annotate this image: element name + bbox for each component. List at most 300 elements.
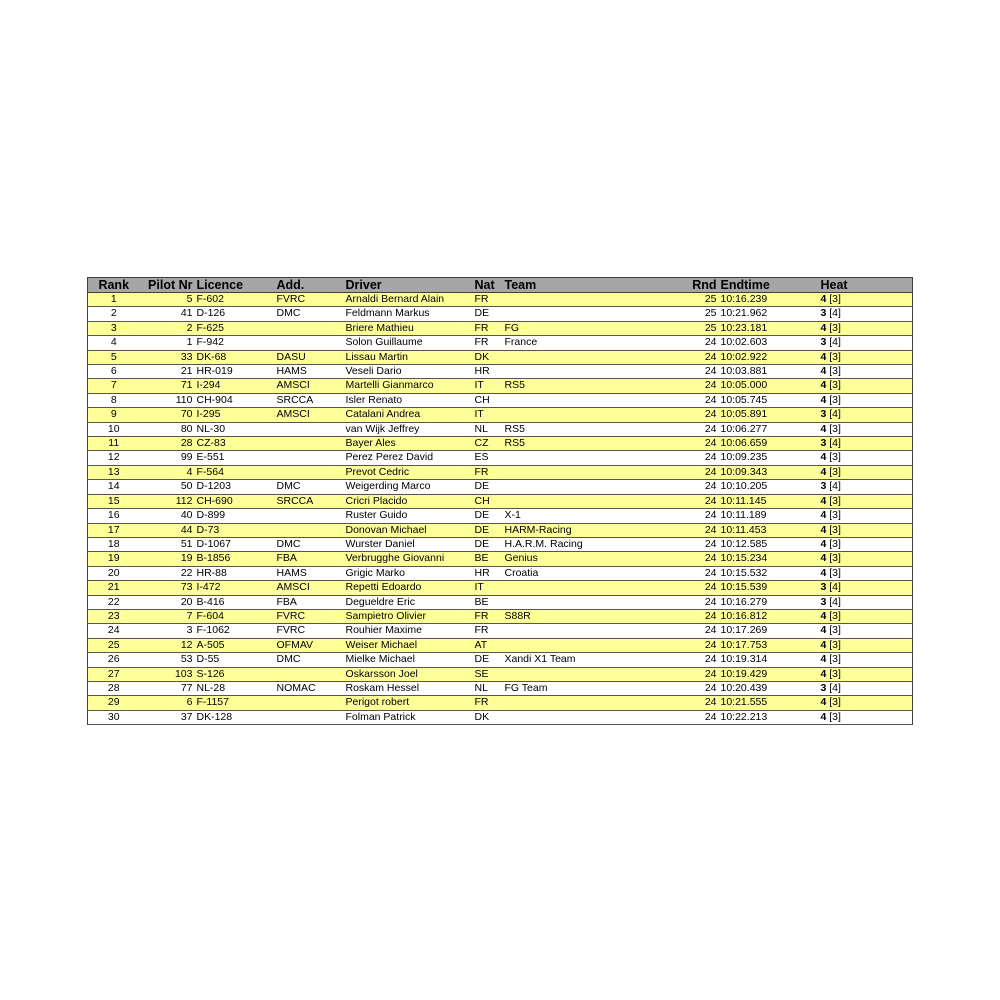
heat-sub: [3]	[829, 653, 841, 666]
cell-heat	[819, 566, 913, 580]
cell-driver: Ruster Guido	[344, 509, 473, 523]
cell-pilot-nr: 71	[140, 379, 195, 393]
cell-endtime: 10:20.439	[719, 681, 819, 695]
heat-sub: [3]	[829, 422, 841, 435]
cell-endtime: 10:23.181	[719, 321, 819, 335]
cell-rnd: 24	[623, 451, 719, 465]
cell-endtime: 10:15.539	[719, 581, 819, 595]
heat-sub: [3]	[829, 552, 841, 565]
heat-sub: [3]	[829, 494, 841, 507]
cell-add	[275, 667, 344, 681]
heat-main: 4	[820, 321, 827, 334]
cell-pilot-nr: 37	[140, 710, 195, 724]
cell-team: FG	[503, 321, 623, 335]
cell-pilot-nr: 22	[140, 566, 195, 580]
cell-nat: HR	[473, 365, 503, 379]
cell-endtime: 10:21.555	[719, 696, 819, 710]
cell-team	[503, 465, 623, 479]
cell-add	[275, 437, 344, 451]
cell-licence: HR-88	[195, 566, 275, 580]
cell-endtime: 10:11.145	[719, 494, 819, 508]
cell-rnd: 24	[623, 408, 719, 422]
cell-team	[503, 393, 623, 407]
heat-sub: [3]	[829, 624, 841, 637]
table-row	[88, 307, 913, 321]
cell-rank: 27	[88, 667, 140, 681]
cell-licence: D-1203	[195, 480, 275, 494]
cell-licence: HR-019	[195, 365, 275, 379]
cell-nat: BE	[473, 552, 503, 566]
cell-rnd: 24	[623, 365, 719, 379]
table-row	[88, 509, 913, 523]
cell-heat	[819, 321, 913, 335]
cell-rank: 6	[88, 365, 140, 379]
cell-rank: 15	[88, 494, 140, 508]
cell-team: France	[503, 336, 623, 350]
heat-sub: [3]	[829, 523, 841, 536]
cell-rank: 1	[88, 293, 140, 307]
cell-rnd: 24	[623, 710, 719, 724]
cell-nat: FR	[473, 465, 503, 479]
cell-team	[503, 710, 623, 724]
cell-pilot-nr: 51	[140, 537, 195, 551]
table-row	[88, 566, 913, 580]
table-row	[88, 552, 913, 566]
cell-endtime: 10:09.235	[719, 451, 819, 465]
cell-add: HAMS	[275, 365, 344, 379]
cell-rnd: 24	[623, 509, 719, 523]
cell-pilot-nr: 6	[140, 696, 195, 710]
cell-endtime: 10:06.277	[719, 422, 819, 436]
cell-rank: 12	[88, 451, 140, 465]
cell-endtime: 10:21.962	[719, 307, 819, 321]
heat-sub: [3]	[829, 509, 841, 522]
table-row	[88, 523, 913, 537]
cell-rnd: 24	[623, 609, 719, 623]
cell-endtime: 10:15.234	[719, 552, 819, 566]
table-row	[88, 350, 913, 364]
cell-heat	[819, 465, 913, 479]
cell-rank: 18	[88, 537, 140, 551]
results-table	[87, 277, 913, 725]
cell-pilot-nr: 70	[140, 408, 195, 422]
table-row	[88, 638, 913, 652]
cell-heat	[819, 595, 913, 609]
cell-nat: CH	[473, 494, 503, 508]
cell-nat: IT	[473, 581, 503, 595]
cell-nat: DE	[473, 480, 503, 494]
cell-rank: 29	[88, 696, 140, 710]
header-licence: Licence	[195, 278, 275, 293]
cell-rank: 24	[88, 624, 140, 638]
cell-add: DASU	[275, 350, 344, 364]
table-row	[88, 408, 913, 422]
cell-pilot-nr: 112	[140, 494, 195, 508]
cell-team: RS5	[503, 379, 623, 393]
cell-rnd: 24	[623, 494, 719, 508]
table-row	[88, 465, 913, 479]
cell-endtime: 10:02.922	[719, 350, 819, 364]
cell-driver: Perigot robert	[344, 696, 473, 710]
header-add: Add.	[275, 278, 344, 293]
cell-pilot-nr: 41	[140, 307, 195, 321]
cell-rnd: 25	[623, 293, 719, 307]
cell-pilot-nr: 5	[140, 293, 195, 307]
cell-rnd: 24	[623, 595, 719, 609]
cell-endtime: 10:12.585	[719, 537, 819, 551]
cell-nat: FR	[473, 293, 503, 307]
cell-pilot-nr: 44	[140, 523, 195, 537]
heat-main: 4	[820, 653, 827, 666]
cell-rank: 17	[88, 523, 140, 537]
cell-pilot-nr: 103	[140, 667, 195, 681]
cell-pilot-nr: 50	[140, 480, 195, 494]
cell-heat	[819, 667, 913, 681]
cell-heat	[819, 379, 913, 393]
cell-licence: D-1067	[195, 537, 275, 551]
cell-driver: Bayer Ales	[344, 437, 473, 451]
cell-nat: AT	[473, 638, 503, 652]
heat-sub: [3]	[829, 321, 841, 334]
cell-driver: Briere Mathieu	[344, 321, 473, 335]
cell-rnd: 24	[623, 581, 719, 595]
cell-rank: 4	[88, 336, 140, 350]
cell-heat	[819, 653, 913, 667]
cell-rank: 30	[88, 710, 140, 724]
cell-heat	[819, 696, 913, 710]
cell-team	[503, 451, 623, 465]
table-row	[88, 480, 913, 494]
cell-licence: B-416	[195, 595, 275, 609]
cell-nat: FR	[473, 336, 503, 350]
cell-rnd: 24	[623, 523, 719, 537]
cell-nat: DE	[473, 523, 503, 537]
heat-main: 4	[820, 537, 827, 550]
cell-pilot-nr: 99	[140, 451, 195, 465]
cell-driver: Isler Renato	[344, 393, 473, 407]
heat-sub: [3]	[829, 710, 841, 723]
cell-heat	[819, 681, 913, 695]
cell-endtime: 10:10.205	[719, 480, 819, 494]
cell-endtime: 10:15.532	[719, 566, 819, 580]
table-row	[88, 365, 913, 379]
cell-driver: Martelli Gianmarco	[344, 379, 473, 393]
cell-licence: D-126	[195, 307, 275, 321]
cell-nat: FR	[473, 321, 503, 335]
cell-nat: IT	[473, 408, 503, 422]
header-rnd: Rnd	[623, 278, 719, 293]
cell-pilot-nr: 33	[140, 350, 195, 364]
cell-rnd: 24	[623, 653, 719, 667]
cell-rnd: 24	[623, 638, 719, 652]
cell-rnd: 24	[623, 696, 719, 710]
cell-nat: ES	[473, 451, 503, 465]
cell-add: FVRC	[275, 293, 344, 307]
heat-main: 4	[820, 696, 827, 709]
cell-heat	[819, 638, 913, 652]
cell-licence: F-602	[195, 293, 275, 307]
cell-rnd: 24	[623, 552, 719, 566]
cell-pilot-nr: 2	[140, 321, 195, 335]
cell-add	[275, 321, 344, 335]
heat-sub: [3]	[829, 566, 841, 579]
cell-driver: Lissau Martin	[344, 350, 473, 364]
cell-driver: Rouhier Maxime	[344, 624, 473, 638]
cell-nat: DK	[473, 350, 503, 364]
cell-licence: D-899	[195, 509, 275, 523]
cell-rnd: 24	[623, 379, 719, 393]
cell-driver: Sampietro Olivier	[344, 609, 473, 623]
cell-endtime: 10:16.812	[719, 609, 819, 623]
cell-driver: Donovan Michael	[344, 523, 473, 537]
cell-team	[503, 638, 623, 652]
cell-endtime: 10:03.881	[719, 365, 819, 379]
cell-licence: F-942	[195, 336, 275, 350]
cell-team	[503, 307, 623, 321]
cell-team: FG Team	[503, 681, 623, 695]
cell-licence: D-73	[195, 523, 275, 537]
cell-endtime: 10:22.213	[719, 710, 819, 724]
cell-licence: NL-30	[195, 422, 275, 436]
cell-heat	[819, 422, 913, 436]
cell-pilot-nr: 110	[140, 393, 195, 407]
cell-endtime: 10:19.429	[719, 667, 819, 681]
cell-endtime: 10:05.000	[719, 379, 819, 393]
cell-rnd: 24	[623, 422, 719, 436]
header-nat: Nat	[473, 278, 503, 293]
cell-nat: DK	[473, 710, 503, 724]
cell-pilot-nr: 19	[140, 552, 195, 566]
heat-main: 4	[820, 293, 827, 305]
cell-licence: I-472	[195, 581, 275, 595]
heat-sub: [4]	[829, 581, 841, 594]
cell-pilot-nr: 12	[140, 638, 195, 652]
cell-endtime: 10:11.189	[719, 509, 819, 523]
heat-main: 3	[820, 336, 827, 349]
table-row	[88, 681, 913, 695]
cell-team	[503, 581, 623, 595]
table-row	[88, 537, 913, 551]
cell-add	[275, 696, 344, 710]
cell-heat	[819, 307, 913, 321]
cell-endtime: 10:05.891	[719, 408, 819, 422]
heat-sub: [3]	[829, 638, 841, 651]
cell-licence: F-1157	[195, 696, 275, 710]
cell-licence: DK-68	[195, 350, 275, 364]
cell-endtime: 10:05.745	[719, 393, 819, 407]
heat-main: 4	[820, 422, 827, 435]
heat-main: 3	[820, 307, 827, 320]
cell-driver: Perez Perez David	[344, 451, 473, 465]
heat-main: 4	[820, 710, 827, 723]
cell-driver: Wurster Daniel	[344, 537, 473, 551]
cell-licence: NL-28	[195, 681, 275, 695]
cell-driver: Cricri Placido	[344, 494, 473, 508]
cell-driver: Feldmann Markus	[344, 307, 473, 321]
cell-licence: E-551	[195, 451, 275, 465]
cell-licence: D-55	[195, 653, 275, 667]
cell-nat: FR	[473, 696, 503, 710]
cell-add	[275, 465, 344, 479]
cell-licence: F-625	[195, 321, 275, 335]
table-row	[88, 437, 913, 451]
cell-driver: Mielke Michael	[344, 653, 473, 667]
cell-pilot-nr: 4	[140, 465, 195, 479]
cell-heat	[819, 710, 913, 724]
cell-rank: 8	[88, 393, 140, 407]
cell-nat: NL	[473, 681, 503, 695]
cell-team	[503, 595, 623, 609]
table-row	[88, 624, 913, 638]
cell-rnd: 24	[623, 537, 719, 551]
cell-add	[275, 336, 344, 350]
cell-nat: DE	[473, 537, 503, 551]
cell-rank: 11	[88, 437, 140, 451]
heat-main: 4	[820, 350, 827, 363]
cell-licence: CZ-83	[195, 437, 275, 451]
heat-sub: [4]	[829, 681, 841, 694]
header-driver: Driver	[344, 278, 473, 293]
table-row	[88, 422, 913, 436]
cell-driver: Folman Patrick	[344, 710, 473, 724]
cell-rank: 21	[88, 581, 140, 595]
cell-heat	[819, 609, 913, 623]
heat-main: 4	[820, 523, 827, 536]
table-row	[88, 595, 913, 609]
cell-team	[503, 696, 623, 710]
cell-pilot-nr: 80	[140, 422, 195, 436]
cell-licence: I-295	[195, 408, 275, 422]
cell-heat	[819, 293, 913, 307]
cell-team	[503, 408, 623, 422]
cell-add: DMC	[275, 307, 344, 321]
cell-pilot-nr: 1	[140, 336, 195, 350]
heat-main: 4	[820, 552, 827, 565]
header-rank: Rank	[88, 278, 140, 293]
cell-endtime: 10:16.279	[719, 595, 819, 609]
cell-team: Xandi X1 Team	[503, 653, 623, 667]
cell-licence: F-604	[195, 609, 275, 623]
header-endtime: Endtime	[719, 278, 819, 293]
heat-main: 3	[820, 480, 827, 493]
table-row	[88, 667, 913, 681]
cell-endtime: 10:17.269	[719, 624, 819, 638]
heat-main: 3	[820, 681, 827, 694]
cell-add	[275, 422, 344, 436]
heat-main: 3	[820, 437, 827, 450]
cell-licence: CH-690	[195, 494, 275, 508]
cell-add: SRCCA	[275, 494, 344, 508]
cell-nat: BE	[473, 595, 503, 609]
cell-driver: Weigerding Marco	[344, 480, 473, 494]
heat-main: 4	[820, 393, 827, 406]
cell-team	[503, 365, 623, 379]
heat-sub: [3]	[829, 537, 841, 550]
cell-rnd: 24	[623, 336, 719, 350]
cell-team: Croatia	[503, 566, 623, 580]
heat-sub: [3]	[829, 350, 841, 363]
cell-heat	[819, 509, 913, 523]
heat-main: 4	[820, 624, 827, 637]
heat-main: 4	[820, 379, 827, 392]
cell-team: S88R	[503, 609, 623, 623]
heat-main: 4	[820, 494, 827, 507]
cell-endtime: 10:06.659	[719, 437, 819, 451]
cell-team	[503, 494, 623, 508]
heat-sub: [3]	[829, 451, 841, 464]
cell-team	[503, 480, 623, 494]
table-row	[88, 653, 913, 667]
cell-nat: FR	[473, 624, 503, 638]
cell-pilot-nr: 7	[140, 609, 195, 623]
cell-team	[503, 667, 623, 681]
cell-add: FVRC	[275, 609, 344, 623]
cell-driver: Roskam Hessel	[344, 681, 473, 695]
cell-endtime: 10:09.343	[719, 465, 819, 479]
cell-heat	[819, 624, 913, 638]
cell-nat: CH	[473, 393, 503, 407]
cell-driver: Solon Guillaume	[344, 336, 473, 350]
cell-add	[275, 451, 344, 465]
heat-sub: [4]	[829, 307, 841, 320]
heat-sub: [3]	[829, 609, 841, 622]
cell-endtime: 10:17.753	[719, 638, 819, 652]
cell-rnd: 24	[623, 437, 719, 451]
cell-pilot-nr: 40	[140, 509, 195, 523]
heat-main: 3	[820, 595, 827, 608]
cell-heat	[819, 494, 913, 508]
heat-sub: [3]	[829, 293, 841, 305]
heat-sub: [3]	[829, 696, 841, 709]
cell-driver: van Wijk Jeffrey	[344, 422, 473, 436]
cell-team: H.A.R.M. Racing	[503, 537, 623, 551]
cell-team: RS5	[503, 437, 623, 451]
cell-rank: 26	[88, 653, 140, 667]
heat-main: 4	[820, 365, 827, 378]
header-row	[88, 278, 913, 293]
cell-heat	[819, 350, 913, 364]
cell-team	[503, 350, 623, 364]
heat-sub: [4]	[829, 480, 841, 493]
cell-pilot-nr: 3	[140, 624, 195, 638]
cell-pilot-nr: 28	[140, 437, 195, 451]
cell-team: RS5	[503, 422, 623, 436]
cell-team	[503, 293, 623, 307]
cell-heat	[819, 581, 913, 595]
cell-driver: Degueldre Eric	[344, 595, 473, 609]
cell-endtime: 10:11.453	[719, 523, 819, 537]
cell-nat: DE	[473, 307, 503, 321]
cell-driver: Arnaldi Bernard Alain	[344, 293, 473, 307]
cell-heat	[819, 451, 913, 465]
heat-main: 3	[820, 408, 827, 421]
cell-nat: FR	[473, 609, 503, 623]
table-row	[88, 609, 913, 623]
cell-rnd: 25	[623, 321, 719, 335]
cell-add: FBA	[275, 595, 344, 609]
cell-nat: CZ	[473, 437, 503, 451]
cell-rnd: 24	[623, 465, 719, 479]
cell-driver: Catalani Andrea	[344, 408, 473, 422]
cell-driver: Weiser Michael	[344, 638, 473, 652]
cell-rank: 19	[88, 552, 140, 566]
cell-heat	[819, 537, 913, 551]
cell-driver: Veseli Dario	[344, 365, 473, 379]
cell-licence: F-564	[195, 465, 275, 479]
cell-rank: 7	[88, 379, 140, 393]
cell-licence: A-505	[195, 638, 275, 652]
cell-add: FBA	[275, 552, 344, 566]
